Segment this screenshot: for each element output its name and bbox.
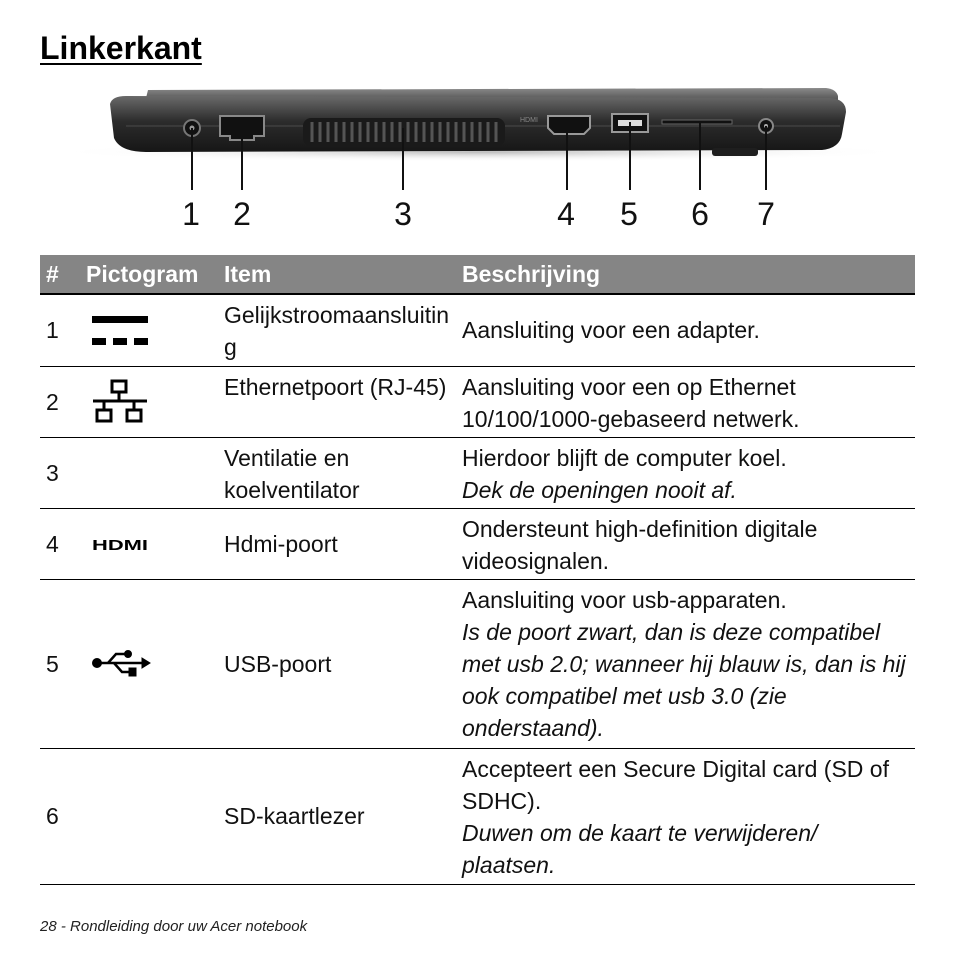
row-icon — [80, 437, 218, 508]
table-row — [40, 508, 915, 579]
hdmi-icon-text: HDMI — [92, 536, 148, 554]
row-icon — [80, 748, 218, 884]
callout-4: 4 — [557, 196, 575, 232]
row-note: Duwen om de kaart te verwijderen/ plaatsen. — [462, 819, 818, 878]
header-item: Item — [218, 255, 456, 294]
sd-card-slot — [662, 120, 732, 124]
row-description — [456, 579, 915, 748]
row-num: 4 — [40, 508, 80, 579]
page-title: Linkerkant — [40, 30, 202, 66]
row-item: Ethernetpoort (RJ-45) — [218, 366, 456, 437]
row-num: 5 — [40, 579, 80, 748]
header-icon: Pictogram — [80, 255, 218, 294]
table-header-row — [40, 255, 915, 294]
row-num: 3 — [40, 437, 80, 508]
callout-1: 1 — [182, 196, 200, 232]
row-description — [456, 508, 915, 579]
row-description — [456, 366, 915, 437]
row-num: 2 — [40, 366, 80, 437]
row-item: Gelijkstroomaansluiting — [218, 294, 456, 366]
row-description — [456, 748, 915, 884]
row-num: 1 — [40, 294, 80, 366]
row-description-text: Accepteert een Secure Digital card (SD of SDHC). — [462, 755, 889, 814]
row-description-text: Aansluiting voor een adapter. — [462, 317, 760, 344]
hdmi-port-label: HDMI — [520, 117, 538, 124]
row-description — [456, 294, 915, 366]
callout-5: 5 — [620, 196, 638, 232]
row-icon — [80, 579, 218, 748]
row-description-text: Aansluiting voor usb-apparaten. — [462, 586, 787, 613]
table-row — [40, 366, 915, 437]
callout-2: 2 — [233, 196, 251, 232]
row-icon — [80, 508, 218, 579]
table-row — [40, 437, 915, 508]
row-note: Dek de openingen nooit af. — [462, 476, 737, 503]
header-num: # — [40, 255, 80, 294]
row-icon — [80, 294, 218, 366]
laptop-left-side-illustration — [40, 82, 914, 242]
callout-3: 3 — [394, 196, 412, 232]
row-description — [456, 437, 915, 508]
callout-7: 7 — [757, 196, 775, 232]
row-description-text: Hierdoor blijft de computer koel. — [462, 444, 787, 471]
row-item: SD-kaartlezer — [218, 748, 456, 884]
table-row — [40, 294, 915, 366]
dc-power-icon — [90, 312, 150, 348]
hdmi-icon — [90, 534, 150, 554]
row-description-text: Aansluiting voor een op Ethernet 10/100/1000-gebaseerd netwerk. — [462, 373, 800, 432]
header-description: Beschrijving — [456, 255, 915, 294]
row-num: 6 — [40, 748, 80, 884]
table-row — [40, 748, 915, 884]
row-icon — [80, 366, 218, 437]
usb-icon — [90, 649, 152, 679]
row-note: Is de poort zwart, dan is deze compatibel met usb 2.0; wanneer hij blauw is, dan is hij ook compatibel met usb 3.0 (zie onderstaand). — [462, 618, 906, 741]
row-item: Ventilatie en koelventilator — [218, 437, 456, 508]
laptop-foot — [712, 148, 758, 156]
row-description-text: Ondersteunt high-definition digitale videosignalen. — [462, 515, 818, 574]
row-item: USB-poort — [218, 579, 456, 748]
hdmi-port — [548, 116, 590, 134]
row-item: Hdmi-poort — [218, 508, 456, 579]
ports-table — [40, 255, 915, 885]
ethernet-icon — [90, 379, 150, 425]
page-footer: 28 - Rondleiding door uw Acer notebook — [40, 918, 308, 935]
table-row — [40, 579, 915, 748]
callout-6: 6 — [691, 196, 709, 232]
